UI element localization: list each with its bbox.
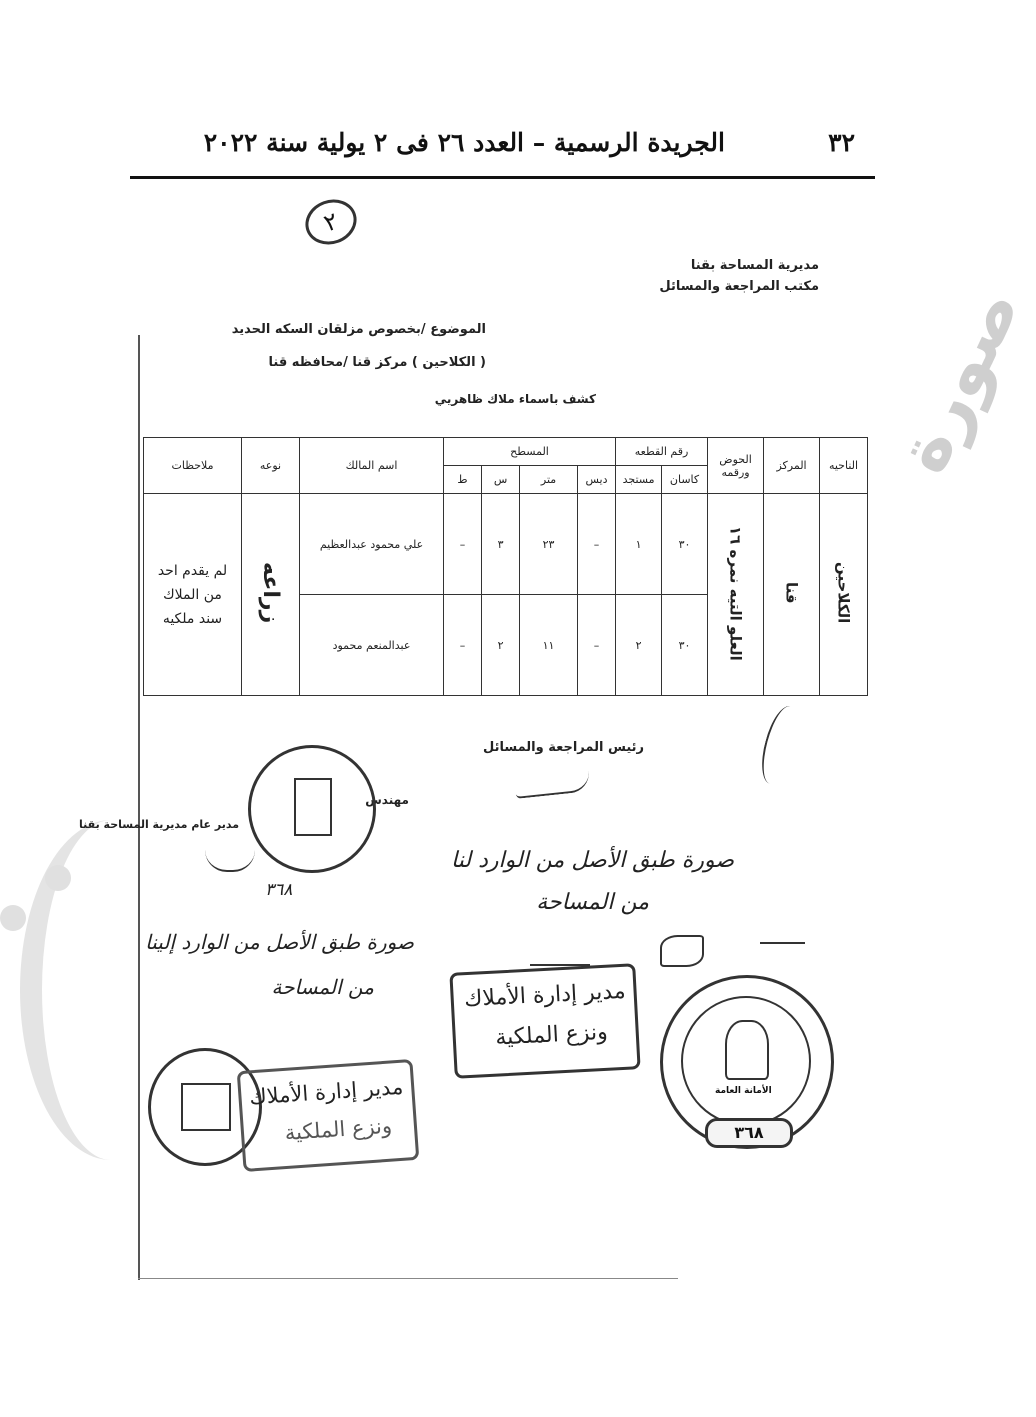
header-area-unit: ط: [444, 466, 482, 494]
cell-owner: عبدالمنعم محمود: [300, 595, 444, 696]
cell-basin: [708, 494, 764, 696]
watermark-text: صورة: [880, 274, 1036, 485]
org-line-1: مديرية المساحة بقنا: [690, 258, 819, 273]
true-copy-note: صورة طبق الأصل من الوارد إلينا: [145, 930, 414, 954]
cell-meter: ٢٣: [520, 494, 578, 595]
basin-value: العلو التيه نمره ١٦: [726, 525, 745, 661]
cell-kashf: ٣٠: [662, 494, 708, 595]
type-value: زراعه: [258, 562, 283, 624]
notes-line: من الملاك: [163, 586, 222, 603]
header-owner: اسم المالك: [300, 438, 444, 494]
table-title: كشف باسماء ملاك ظاهريي: [434, 392, 596, 406]
village-value: الكلاحين: [834, 562, 853, 624]
signature-scribble: [530, 950, 590, 966]
cell-mustajad: ١: [616, 494, 662, 595]
cell-mustajad: ٢: [616, 595, 662, 696]
property-admin-stamp: [237, 1059, 420, 1172]
notes-line: لم يقدم احد: [157, 562, 228, 579]
cell-markaz: [764, 494, 820, 696]
subject-line-1: الموضوع /بخصوص مزلقان السكه الحديد: [231, 322, 486, 337]
true-copy-note: من المساحة: [271, 975, 374, 999]
header-parcel-mustajad: مستجد: [616, 466, 662, 494]
signature-scribble: [205, 850, 255, 872]
header-area-unit: س: [482, 466, 520, 494]
true-copy-note: من المساحة: [536, 890, 649, 915]
cell-sahm: ٢: [482, 595, 520, 696]
seal-number-tag: [705, 1118, 793, 1148]
circled-number: [299, 192, 363, 251]
stamp-line: ونزع الملكية: [283, 1113, 393, 1146]
cell-type: [242, 494, 300, 696]
stamp-line: مدير إدارة الأملاك: [248, 1074, 405, 1110]
header-area-unit: متر: [520, 466, 578, 494]
cell-sahm: ٣: [482, 494, 520, 595]
head-review-label: رئيس المراجعة والمسائل: [482, 740, 644, 755]
header-notes: ملاحظات: [144, 438, 242, 494]
seal-number-scribble: ٣٦٨: [265, 880, 293, 900]
stamp-line: مدير إدارة الأملاك: [463, 978, 627, 1013]
cell-dis: –: [578, 494, 616, 595]
cell-owner: علي محمود عبدالعظيم: [300, 494, 444, 595]
page-title: الجريدة الرسمية – العدد ٢٦ فى ٢ يولية سنة ٢٠٢٢: [203, 128, 725, 157]
header-village: الناحيه: [820, 438, 868, 494]
cell-kashf: ٣٠: [662, 595, 708, 696]
seal-caption: الأمانة العامة: [715, 1086, 772, 1096]
true-copy-note: صورة طبق الأصل من الوارد لنا: [451, 848, 734, 873]
page-number: ٣٢: [828, 128, 855, 157]
cell-dis: –: [578, 595, 616, 696]
header-area: المسطح: [444, 438, 616, 466]
stamp-line: ونزع الملكية: [494, 1019, 609, 1051]
cell-qirat: –: [444, 494, 482, 595]
seal-emblem-icon: [294, 778, 332, 836]
notes-line: سند ملكيه: [162, 610, 223, 627]
cell-meter: ١١: [520, 595, 578, 696]
signature-scribble: [514, 771, 591, 799]
owners-table: [143, 437, 868, 696]
page-header: [130, 128, 875, 168]
director-label: مدير عام مديرية المساحة بقنا: [79, 818, 239, 831]
signature-scribble: [755, 702, 805, 787]
header-markaz: المركز: [764, 438, 820, 494]
markaz-value: قنا: [782, 582, 801, 604]
signature-scribble: [760, 942, 805, 944]
scan-border: [138, 335, 140, 1280]
subject-line-2: ( الكلاحين ) مركز قنا /محافظه قنا: [268, 355, 486, 370]
header-rule: [130, 176, 875, 179]
header-basin: الحوض ورقمه: [708, 438, 764, 494]
seal-number: ٣٦٨: [734, 1123, 764, 1142]
header-area-unit: ديس: [578, 466, 616, 494]
cell-village: [820, 494, 868, 696]
circled-number-text: ٢: [320, 206, 342, 238]
header-parcel-kashf: كاسان: [662, 466, 708, 494]
header-type: نوعه: [242, 438, 300, 494]
table-row: [144, 494, 868, 595]
watermark-dot: [45, 865, 71, 891]
watermark-dot: [0, 905, 26, 931]
signature-scribble: [660, 935, 704, 967]
eagle-emblem-icon: [725, 1020, 769, 1080]
org-line-2: مكتب المراجعة والمسائل: [659, 279, 819, 294]
cell-qirat: –: [444, 595, 482, 696]
scan-border: [138, 1278, 678, 1279]
engineer-label: مهندس: [365, 793, 409, 807]
cell-notes: [144, 494, 242, 696]
header-parcel-no: رقم القطعه: [616, 438, 708, 466]
seal-emblem-icon: [181, 1083, 231, 1131]
property-admin-stamp: [449, 963, 640, 1079]
official-seal: [248, 745, 376, 873]
